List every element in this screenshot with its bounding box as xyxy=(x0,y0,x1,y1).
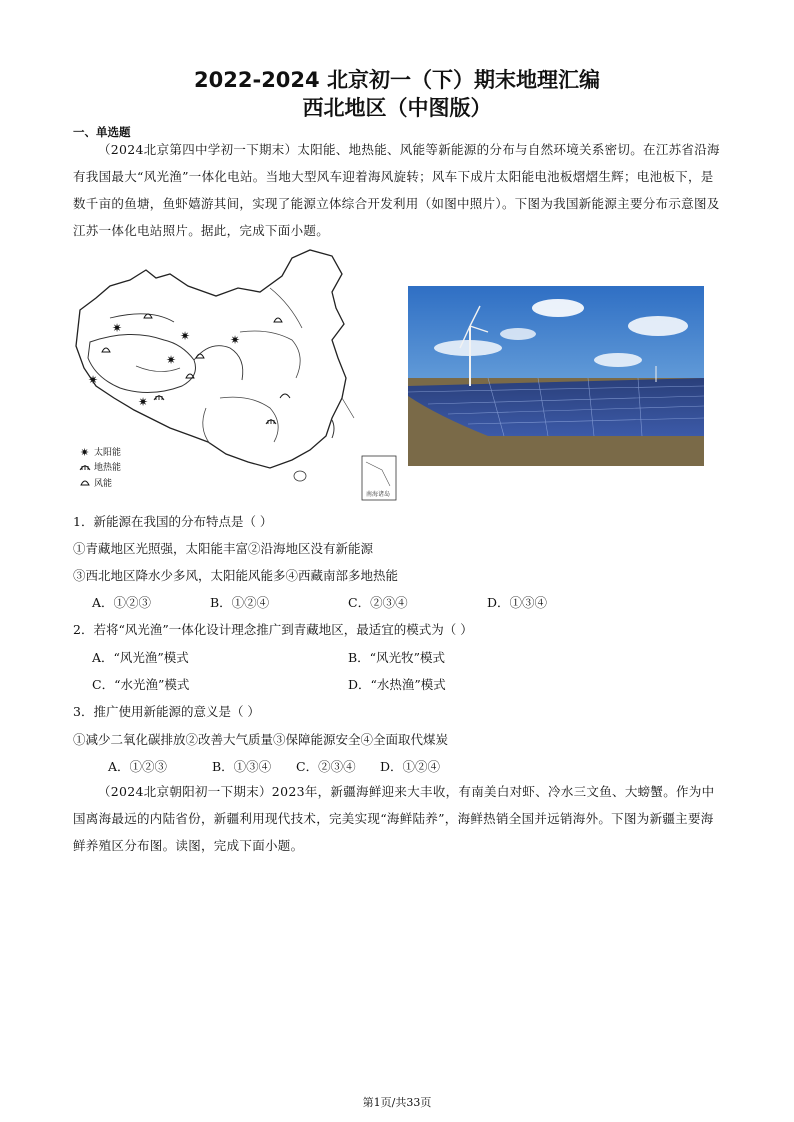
intro-paragraph-2: （2024北京朝阳初一下期末）2023年，新疆海鲜迎来大丰收，有南美白对虾、冷水三文鱼、大螃蟹。作为中国离海最远的内陆省份，新疆利用现代技术，完美实现“海鲜陆养”，海鲜热销全国并远销海外。下图为新疆主要海鲜养殖区分布图。读图，完成下面小题。 xyxy=(73,784,715,853)
q3-stem: 3．推广使用新能源的意义是（ ） xyxy=(73,704,260,719)
q3-option-d: D．①②④ xyxy=(380,759,441,774)
china-energy-map xyxy=(70,248,406,503)
q3-option-a: A．①②③ xyxy=(108,759,168,774)
page-title: 2022-2024 北京初一（下）期末地理汇编 xyxy=(194,68,600,92)
map-figure xyxy=(70,248,406,503)
svg-text:✷: ✷ xyxy=(80,446,90,459)
svg-text:✷: ✷ xyxy=(138,395,149,409)
page-footer: 第1页/共33页 xyxy=(362,1096,432,1109)
q2-option-d: D．“水热渔”模式 xyxy=(348,677,446,692)
q3-option-c: C．②③④ xyxy=(296,759,356,774)
svg-text:✷: ✷ xyxy=(112,321,123,335)
q1-statements-2: ③西北地区降水少多风，太阳能风能多④西藏南部多地热能 xyxy=(73,568,399,583)
q1-option-a: A．①②③ xyxy=(92,595,152,610)
section-heading: 一、单选题 xyxy=(73,125,131,139)
svg-text:✷: ✷ xyxy=(180,329,191,343)
svg-text:✷: ✷ xyxy=(230,333,241,347)
legend-solar: 太阳能 xyxy=(94,448,122,458)
q2-option-c: C．“水光渔”模式 xyxy=(92,677,190,692)
svg-text:✷: ✷ xyxy=(166,353,177,367)
q1-statements-1: ①青藏地区光照强，太阳能丰富②沿海地区没有新能源 xyxy=(73,541,374,556)
page-subtitle: 西北地区（中图版） xyxy=(302,96,492,120)
q1-option-b: B．①②④ xyxy=(210,595,270,610)
q2-option-a: A．“风光渔”模式 xyxy=(92,650,189,665)
q2-option-b: B．“风光牧”模式 xyxy=(348,650,445,665)
q1-option-d: D．①③④ xyxy=(487,595,548,610)
q3-statements: ①减少二氧化碳排放②改善大气质量③保障能源安全④全面取代煤炭 xyxy=(73,732,449,747)
q3-option-b: B．①③④ xyxy=(212,759,272,774)
intro-paragraph-1: （2024北京第四中学初一下期末）太阳能、地热能、风能等新能源的分布与自然环境关系密切。在江苏省沿海有我国最大“风光渔”一体化电站。当地大型风车迎着海风旋转；风车下成片太阳能电池板熠熠生辉；电池板下，是数千亩的鱼塘，鱼虾嬉游其间，实现了能源立体综合开发利用（如图中照片）。下图为我国新能源主要分布示意图及江苏一体化电站照片。据此，完成下面小题。 xyxy=(73,142,720,238)
legend-geothermal: 地热能 xyxy=(94,463,122,473)
q1-stem: 1．新能源在我国的分布特点是（ ） xyxy=(73,514,273,529)
power-station-photo xyxy=(408,286,704,466)
inset-label: 南海诸岛 xyxy=(366,491,391,498)
svg-text:✷: ✷ xyxy=(88,373,99,387)
legend-wind: 风能 xyxy=(94,479,113,489)
q1-option-c: C．②③④ xyxy=(348,595,408,610)
q2-stem: 2．若将“风光渔”一体化设计理念推广到青藏地区，最适宜的模式为（ ） xyxy=(73,622,473,637)
